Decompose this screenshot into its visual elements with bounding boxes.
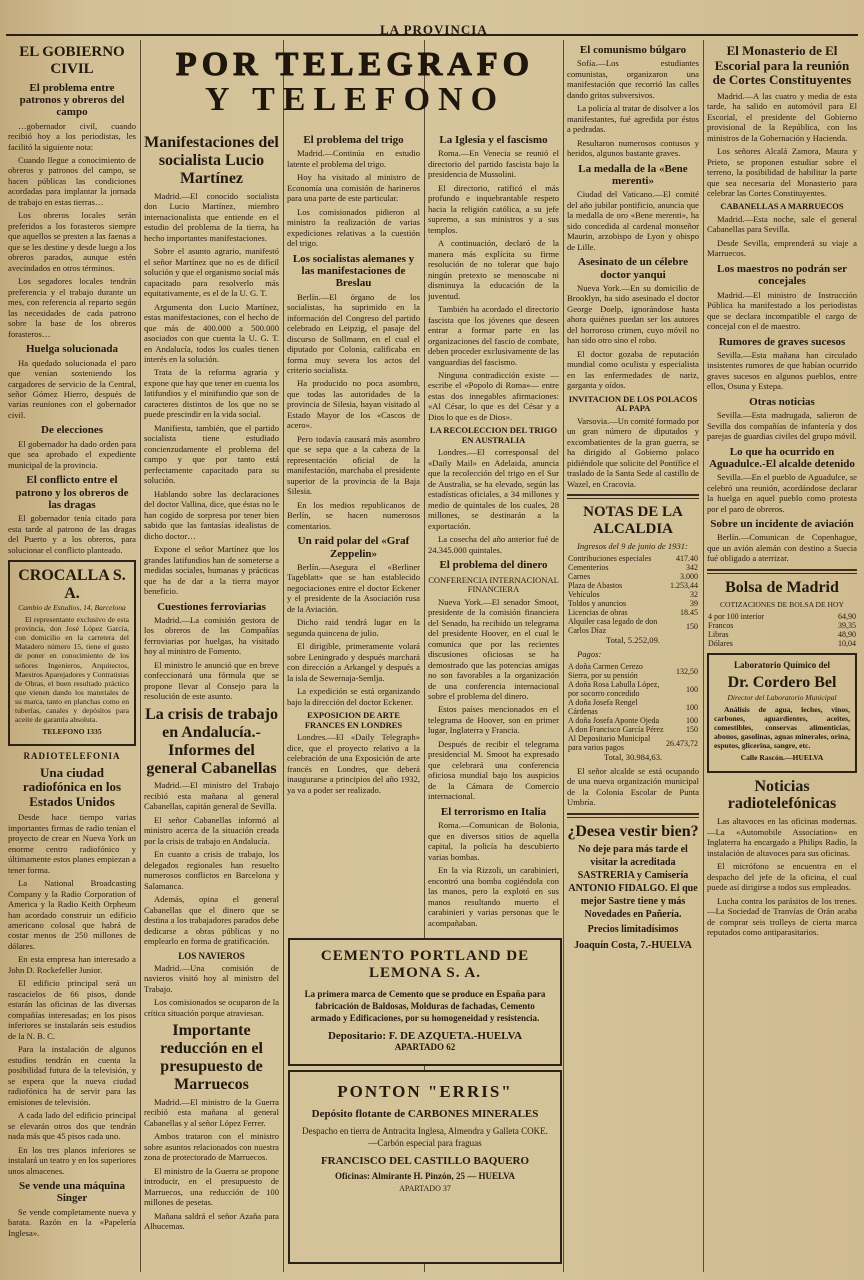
row-label: Dólares bbox=[708, 638, 733, 648]
row-value: 132,50 bbox=[676, 666, 698, 676]
advert-phone: TELEFONO 1335 bbox=[42, 727, 102, 737]
article-title: LA RECOLECCION DEL TRIGO EN AUSTRALIA bbox=[429, 425, 558, 445]
advert-crocalla bbox=[8, 560, 136, 746]
article-title: CABANELLAS A MARRUECOS bbox=[720, 201, 844, 212]
paragraph: Madrid.—El ministro del Trabajo recibió esta mañana al general Cabanellas, capitán general de Sevilla. bbox=[144, 780, 279, 812]
row-label: A doña Rosa Labulla López, por socorro concedido bbox=[568, 680, 660, 699]
row-label: A doña Carmen Cerezo Sierra, por su pensión bbox=[568, 662, 643, 681]
article-title: La medalla de la «Bene merenti» bbox=[578, 162, 688, 187]
advert-title: PONTON "ERRIS" bbox=[337, 1082, 513, 1101]
paragraph: Madrid.—Continúa en estudio latente el problema del trigo. bbox=[287, 148, 420, 169]
article-title: El problema del dinero bbox=[439, 559, 548, 572]
row-value: 39 bbox=[690, 599, 698, 609]
row-label: Al Depositario Municipal para varios pagos bbox=[568, 734, 651, 753]
paragraph: Berlín.—Asegura el «Berliner Tageblatt» que se han establecido negociaciones entre el doctor Eckener y el presidente de la Asociación rusa de la Aviación. bbox=[287, 561, 420, 614]
column-rule bbox=[283, 40, 284, 1272]
advert-address: Calle Rascón.—HUELVA bbox=[740, 753, 824, 763]
paragraph: Madrid.—La comisión gestora de los obreros de las Compañías ferroviarias por huelgas, ha visitado hoy al ministro de Fomento. bbox=[144, 614, 279, 657]
paragraph: Estos países mencionados en el telegrama de Hoover, son en primer lugar, Inglaterra y Francia. bbox=[428, 704, 559, 736]
article-title: LOS NAVIEROS bbox=[178, 950, 245, 961]
advert-address: Joaquín Costa, 7.-HUELVA bbox=[574, 939, 692, 951]
paragraph: La policía al tratar de disolver a los manifestantes, fué agredida por éstos a pedradas. bbox=[567, 103, 699, 135]
paragraph: Manifiesta, también, que el partido socialista tiene estudiado concienzudamente el problema del campo y que por tanto está perfectamente capacitado para su solución. bbox=[144, 422, 279, 486]
pagos-label: Pagos: bbox=[577, 648, 602, 659]
row-label: Plaza de Abastos bbox=[568, 581, 623, 591]
advert-title: Laboratorio Químico del bbox=[734, 659, 830, 670]
paragraph: Mañana saldrá el señor Azaña para Alhucemas. bbox=[144, 1210, 279, 1232]
row-label: Alquiler casa legado de don Carlos Díaz bbox=[568, 617, 658, 636]
total-pagos: Total, 30.984,63. bbox=[603, 752, 663, 763]
table-row bbox=[567, 716, 699, 725]
column-rule bbox=[140, 40, 141, 1272]
article-title: De elecciones bbox=[41, 424, 103, 437]
row-label: Vehículos bbox=[568, 590, 600, 600]
masthead-line-2: Y TELEFONO bbox=[204, 81, 506, 118]
paragraph: Ninguna contradicción existe —escribe el «Popolo di Roma»— entre estas dos innegables afirmaciones: «Al César, lo que es del César y a Dios lo que es de Dios». bbox=[428, 370, 559, 422]
row-label: Francos bbox=[708, 620, 734, 630]
paragraph: Después de recibir el telegrama presidencial M. Smoot ha expresado que celebrará una conferencia oficiosa mundial bajo los auspicios de la Cámara de Comercio internacional. bbox=[428, 738, 559, 802]
paragraph: Ha producido no poca asombro, que todas las autoridades de la provincia de Silesia, hayan visitado al Estado Mayor de los «Cascos de acero». bbox=[287, 378, 420, 431]
column-5 bbox=[567, 40, 699, 1272]
column-2 bbox=[144, 130, 279, 1272]
paragraph: El doctor gozaba de reputación mundial como oculista y especialista en las enfermedades de nariz, garganta y oídos. bbox=[567, 348, 699, 391]
article-title: Sobre un incidente de aviación bbox=[710, 518, 854, 531]
paragraph: Madrid.—Esta noche, sale el general Cabanellas para Sevilla. bbox=[707, 214, 857, 235]
row-value: 48,90 bbox=[838, 629, 856, 639]
paragraph: Lucha contra los parásitos de los trenes.—La Sociedad de Tranvías de Orán acaba de comprar seis trolleys de cierta marca reputados como antiparasitarios. bbox=[707, 895, 857, 938]
paragraph: La National Broadcasting Company y la Radio Corporation of America y la Radio Keith Orpheum han acordado construir un edificio americano colosal que habrá de costar menos de 250 millones de dólares. bbox=[8, 878, 136, 951]
table-row bbox=[567, 725, 699, 734]
column-3 bbox=[287, 130, 420, 930]
row-value: 417.40 bbox=[676, 554, 698, 564]
article-title: Manifestaciones del socialista Lucio Martínez bbox=[144, 134, 279, 187]
pagos-table bbox=[567, 662, 699, 752]
paragraph: Los señores Alcalá Zamora, Maura y Prieto, se proponen estudiar sobre el terreno, la posibilidad de habilitar la parte que sea necesaria del Monasterio para celebrar las Cortes Constituyentes. bbox=[707, 146, 857, 198]
paragraph: Pero todavía causará más asombro que se sepa que a la cabeza de la representación oficial de la manifestación, marchaba el presidente superior de la provincia de la Baja Silesia. bbox=[287, 433, 420, 497]
paragraph: Berlín.—El órgano de los socialistas, ha suprimido en la información del Congreso del partido celebrado en Leipzig, el pasaje del discurso de Sollmann, en el cual el diputado por Colonia, calificaba en forma muy severa los actos del criterio socialista. bbox=[287, 291, 420, 375]
article-title: Un raid polar del «Graf Zeppelin» bbox=[297, 535, 410, 560]
advert-subtitle: Depósito flotante de CARBONES MINERALES bbox=[311, 1108, 539, 1120]
paragraph: Ciudad del Vaticano.—El comité del año jubilar pontificio, anuncia que la medalla de oro «Bene merenti», ha sido concedida al cardenal monseñor Maurin, arzobispo de Lyon y obispo de Lille. bbox=[567, 189, 699, 252]
paragraph: Londres.—El «Daily Telegraph» dice, que el proyecto relativo a la celebración de una Exposición de arte francés en Londres, que deberá inaugurarse a principios del año 1932, ya va a poder ser realizado. bbox=[287, 732, 420, 795]
paragraph: Además, opina el general Cabanellas que el dinero que se destina a los trabajadores parados debe dedicarse a obras públicas y no emplearlo en forma de gratificación. bbox=[144, 894, 279, 947]
divider bbox=[707, 569, 857, 574]
row-label: Carnes bbox=[568, 572, 591, 582]
row-value: 32 bbox=[690, 590, 698, 600]
paragraph: Argumenta don Lucio Martínez, estas manifestaciones, con el hecho de que más de 400.000 a 500.000 asociados con que cuenta la U. G. T. en Andalucía, todos los cuales tienen interés en la solución. bbox=[144, 301, 279, 364]
table-row bbox=[567, 617, 699, 635]
table-row bbox=[567, 590, 699, 599]
paragraph: Resultaron numerosos contusos y heridos, algunos bastante graves. bbox=[567, 137, 699, 159]
paragraph: Desde hace tiempo varias importantes firmas de radio tenían el proyecto de crear en Nueva York un enorme centro radiofónico y últimamente estos planes empiezan a tener forma. bbox=[8, 812, 136, 875]
paragraph: Berlín.—Comunican de Copenhague, que un avión alemán con destino a Suecia fué obligado a aterrizar. bbox=[707, 532, 857, 564]
table-row bbox=[707, 630, 857, 639]
table-row bbox=[567, 599, 699, 608]
advert-depositary: Depositario: F. DE AZQUETA.-HUELVA bbox=[327, 1030, 523, 1043]
paragraph: Hablando sobre las declaraciones del doctor Vallina, dice, que éstas no le han cogido de sorpresa por tener bien sabido que las fantasías idealistas de dicho doctor… bbox=[144, 488, 279, 541]
article-title: Rumores de graves sucesos bbox=[718, 335, 846, 348]
paragraph: Ha quedado solucionada el paro que venían sosteniendo los cargadores de servicio de la Central, señor Gómez Hierro, después de varias reuniones con el gobernador civil. bbox=[8, 357, 136, 420]
ingresos-table bbox=[567, 554, 699, 635]
paragraph: Los obreros locales serán preferidos a los forasteros siempre que aquellos se presten a las faenas a que se les destine y desde luego a los obreros parados, aunque estén avecindados en otros términos. bbox=[8, 210, 136, 273]
advert-apartado: APARTADO 62 bbox=[394, 1042, 456, 1053]
paragraph: Sobre el asunto agrario, manifestó el señor Martínez que no es de difícil solución y que el organismo social más capacitado para resolverlo más equitativamente, es el de la U. G. T. bbox=[144, 246, 279, 299]
table-row bbox=[567, 662, 699, 680]
table-row bbox=[707, 621, 857, 630]
article-title: El comunismo búlgaro bbox=[579, 44, 687, 56]
row-value: 26.473,72 bbox=[666, 738, 698, 748]
table-row bbox=[567, 734, 699, 752]
article-title: La crisis de trabajo en Andalucía.-Informes del general Cabanellas bbox=[145, 705, 278, 777]
article-title: Los socialistas alemanes y las manifestaciones de Breslau bbox=[292, 252, 415, 290]
article-title: El problema entre patronos y obreros del campo bbox=[19, 81, 125, 119]
article-title: Se vende una máquina Singer bbox=[18, 1180, 126, 1205]
advert-title: CEMENTO PORTLAND DE LEMONA S. A. bbox=[320, 948, 530, 981]
row-value: 100 bbox=[686, 702, 698, 712]
paragraph: Ambos trataron con el ministro sobre asuntos relacionados con nuestra zona de protectorado de Marruecos. bbox=[144, 1131, 279, 1163]
paragraph: En cuanto a crisis de trabajo, los delegados regionales han resuelto numerosos conflictos en Barcelona y Salamanca. bbox=[144, 849, 279, 891]
paragraph: Sevilla.—Esta mañana han circulado insistentes rumores de que habían ocurrido graves sucesos en algunos pueblos, entre ellos, Osuna y Estepa. bbox=[707, 349, 857, 392]
article-title: El problema del trigo bbox=[303, 134, 404, 146]
row-label: Licencias de obras bbox=[568, 608, 628, 618]
article-title: Lo que ha ocurrido en Aguadulce.-El alcalde detenido bbox=[709, 445, 855, 470]
row-label: Toldos y anuncios bbox=[568, 599, 627, 609]
paragraph: …gobernador civil, cuando recibió hoy a los periodistas, les facilitó la siguiente nota: bbox=[8, 120, 136, 152]
row-label: 4 por 100 interior bbox=[708, 611, 765, 621]
article-title: Cuestiones ferroviarias bbox=[157, 600, 266, 613]
paragraph: La cosecha del año anterior fué de 24.345.000 quintales. bbox=[428, 534, 559, 555]
article-title: Los maestros no podrán ser concejales bbox=[717, 262, 847, 288]
paragraph: El ministro de la Guerra se propone introducir, en el presupuesto de Marruecos, una reducción de 100 millones de pesetas. bbox=[144, 1165, 279, 1208]
section-masthead bbox=[145, 48, 565, 118]
advert-subtitle: Director del Laboratorio Municipal bbox=[727, 692, 837, 702]
row-label: A doña Josefa Aponte Ojeda bbox=[568, 716, 660, 726]
article-title: Noticias radiotelefónicas bbox=[727, 777, 837, 813]
row-value: 150 bbox=[686, 725, 698, 735]
advert-sastreria bbox=[567, 823, 699, 952]
paragraph: Expone el señor Martínez que los grandes latifundios han de someterse a medidas sociales, humanas y prácticas que ha de dar a la tierra mayor beneficio. bbox=[144, 544, 279, 597]
advert-address: Oficinas: Almirante H. Pinzón, 25 — HUELVA bbox=[334, 1171, 515, 1182]
article-title: Huelga solucionada bbox=[26, 343, 118, 356]
paragraph: Varsovia.—Un comité formado por un gran número de diputados y excombatientes de la gran guerra, se ha dirigido al Gobierno polaco pidiéndole que solicite del Pontífice el traslado de la Santa Sede al castillo de Wazel, en Cracovia. bbox=[567, 415, 699, 489]
column-4 bbox=[428, 130, 559, 930]
paragraph: El gobernador ha dado orden para que sea aprobado el expediente municipal de la provincia. bbox=[8, 438, 136, 470]
advert-name: FRANCISCO DEL CASTILLO BAQUERO bbox=[320, 1155, 530, 1168]
row-value: 39,35 bbox=[838, 620, 856, 630]
advert-text: Despacho en tierra de Antracita Inglesa, Almendra y Galleta COKE.—Carbón especial para fraguas bbox=[302, 1126, 548, 1148]
paragraph: Madrid.—El conocido socialista don Lucio Martínez, miembro internacionalista que entiende en el estudio del problema de la tierra, ha hecho importantes manifestaciones. bbox=[144, 190, 279, 243]
article-title: Una ciudad radiofónica en los Estados Unidos bbox=[22, 764, 122, 809]
newspaper-name: LA PROVINCIA bbox=[380, 22, 488, 37]
section-heading: EL GOBIERNO CIVIL bbox=[19, 44, 125, 77]
divider bbox=[567, 813, 699, 818]
paragraph: Cuando llegue a conocimiento de obreros y patronos del campo, se hacen públicas las condiciones acordadas para implantar la jornada de trabajo en estas tierras… bbox=[8, 154, 136, 207]
advert-text: No deje para más tarde el visitar la acreditada SASTRERIA y Camisería ANTONIO FIDALGO. El que mejor Sastre tiene y más Novedades en Pañería. bbox=[568, 844, 698, 921]
row-value: 100 bbox=[686, 684, 698, 694]
paragraph: El micrófono se encuentra en el despacho del jefe de la oficina, el cual puede así dirigirse a todos sus empleados. bbox=[707, 861, 857, 893]
row-value: 100 bbox=[686, 716, 698, 726]
row-label: Contribuciones especiales bbox=[568, 554, 652, 564]
table-row bbox=[567, 563, 699, 572]
paragraph: El señor Cabanellas informó al ministro acerca de la situación creada por la crisis de trabajo en Andalucía. bbox=[144, 814, 279, 846]
paragraph: El señor alcalde se está ocupando de una nueva organización municipal de la Colonia Escolar de Punta Umbría. bbox=[567, 765, 699, 808]
article-subtitle: CONFERENCIA INTERNACIONAL FINANCIERA bbox=[428, 574, 559, 595]
paragraph: Los segadores locales tendrán preferencia y el trabajo durante un mes, con referencia al reparto según las necesidades de cada patrono sobre la base de los obreros forasteros… bbox=[8, 276, 136, 339]
advert-name: Dr. Cordero Bel bbox=[727, 673, 837, 691]
paragraph: El ministro le anunció que en breve confeccionará una fórmula que se propone llevar al Consejo para la resolución de este asunto. bbox=[144, 659, 279, 702]
table-row bbox=[707, 639, 857, 648]
row-value: 342 bbox=[686, 563, 698, 573]
masthead-line-1: POR TELEGRAFO bbox=[175, 46, 535, 83]
paragraph: Para la instalación de algunos estudios tendrán en cuenta la posibilidad futura de la televisión, y se espera que la nueva ciudad radiofónica ha de servir para las emisiones de televisión. bbox=[8, 1044, 136, 1107]
paragraph: Londres.—El corresponsal del «Daily Mail» en Adelaida, anuncia que la recolección del trigo en el Sur de Australia, se ha elevado, según las estadísticas oficiales, a 34 millones y medio de quintales de los cuales, 28 millones, se destinarán a la exportación. bbox=[428, 447, 559, 531]
bolsa-table bbox=[707, 612, 857, 648]
paragraph: Sevilla.—En el pueblo de Aguadulce, se celebró una reunión, acordándose declarar la huelga en aquel pueblo como protesta por el paro de obreros. bbox=[707, 472, 857, 514]
advert-text: Análisis de agua, leches, vinos, carbones, aguardientes, aceites, comestibles, conservas alimenticias, abonos, gasolinas, aguas minerales, orina, esputos, glicerina, sangre, etc. bbox=[714, 704, 850, 751]
paragraph: Las altavoces en las oficinas modernas.—La «Automobile Association» en Inglaterra ha encargado a Philips Radio, la instalación de altavoces para sus oficinas. bbox=[707, 816, 857, 858]
paragraph: En esta empresa han interesado a John D. Rockefeller Junior. bbox=[8, 954, 136, 975]
section-heading: RADIOTELEFONIA bbox=[23, 751, 121, 762]
advert-text: El representante exclusivo de esta provincia, don José López García, con domicilio en la carretera del Matadero número 15, tiene el gusto de poner en conocimiento de los señores Ingenieros, Arquitectos, Maestros Aparejadores y Contratistas de Obras, el buen resultado práctico que vienen dando los materiales de su marca, tanto en planchas como en tuberías, canales y depósitos para aceite de garantía absoluta. bbox=[15, 615, 129, 725]
paragraph: En la vía Rizzoli, un carabinieri, encontró una bomba cogiéndola con las manos, pero la explotó en sus manos resultando muerto el carabinieri y varias personas que le acompañaban. bbox=[428, 865, 559, 928]
table-row bbox=[567, 698, 699, 716]
column-6 bbox=[707, 40, 857, 1272]
paragraph: Sevilla.—Esta madrugada, salieron de Sevilla dos compañías de infantería y dos parejas de guardias civiles del grupo móvil. bbox=[707, 410, 857, 442]
paragraph: La expedición se está organizando bajo la dirección del doctor Eckener. bbox=[287, 686, 420, 707]
advert-text: La primera marca de Cemento que se produce en España para fabricación de Baldosas, Molduras de fachadas, Cemento armado y Edificaciones, por su homogeneidad y resistencia. bbox=[304, 989, 546, 1024]
table-row bbox=[567, 680, 699, 698]
row-label: A don Francisco García Pérez bbox=[568, 725, 664, 735]
paragraph: Nueva York.—El senador Smoot, presidente de la comisión financiera del Senado, ha recibido un telegrama del presidente Hoover, en el cual le comunica que por las recientes discusiones oficiosas se ha demostrado que las potencias amigas no son favorables a la organización de una conferencia internacional sobre el problema del dinero. bbox=[428, 596, 559, 701]
column-rule bbox=[563, 40, 564, 1272]
table-row bbox=[567, 581, 699, 590]
paragraph: En los medios republicanos de Berlín, se hacen numerosos comentarios. bbox=[287, 499, 420, 531]
row-label: Cementerios bbox=[568, 563, 609, 573]
row-value: 10,04 bbox=[838, 638, 856, 648]
advert-cemento bbox=[288, 938, 562, 1066]
table-row bbox=[567, 572, 699, 581]
paragraph: En los tres planos inferiores se instalará un teatro y en los superiores unos almacenes. bbox=[8, 1144, 136, 1176]
paragraph: A cada lado del edificio principal se elevarán otros dos que tendrán nada más que 45 pisos cada uno. bbox=[8, 1110, 136, 1142]
advert-subtitle: Cambio de Estudios, 14, Barcelona bbox=[18, 602, 126, 612]
paragraph: El gobernador tenía citado para esta tarde al patrono de las dragas del Puerto y a los obreros, para solucionar el conflicto planteado. bbox=[8, 513, 136, 555]
paragraph: Roma.—Comunican de Bolonia, que en diversos sitios de aquella capital, la policía ha descubierto varias bombas. bbox=[428, 820, 559, 862]
article-title: NOTAS DE LA ALCALDIA bbox=[583, 504, 683, 537]
advert-prices: Precios limitadísimos bbox=[587, 924, 679, 936]
advert-title: ¿Desea vestir bien? bbox=[567, 822, 699, 840]
paragraph: Dicho raid tendrá lugar en la segunda quincena de julio. bbox=[287, 617, 420, 638]
paragraph: Roma.—En Venecia se reunió el directorio del partido fascista bajo la presidencia de Mussolini. bbox=[428, 148, 559, 180]
paragraph: Desde Sevilla, emprenderá su viaje a Marruecos. bbox=[707, 237, 857, 259]
table-row bbox=[567, 554, 699, 563]
bolsa-title: Bolsa de Madrid bbox=[725, 578, 839, 596]
paragraph: Los comisionados pidieron al ministro la realización de varias expediciones relativas a la cuestión del trigo. bbox=[287, 206, 420, 249]
paragraph: El directorio, ratificó el más profundo e inquebrantable respeto hacia la religión católica, a su jefe supremo, a sus ministros y a sus templos. bbox=[428, 182, 559, 235]
paragraph: El dirigible, primeramente volará sobre Leningrado y después marchará con dirección a Arkangel y después a la isla de Sewernaja-Semlja. bbox=[287, 641, 420, 683]
advert-laboratorio bbox=[707, 653, 857, 773]
article-title: EXPOSICION DE ARTE FRANCES EN LONDRES bbox=[304, 710, 403, 730]
advert-ponton bbox=[288, 1070, 562, 1264]
article-title: El Monasterio de El Escorial para la reunión de Cortes Constituyentes bbox=[712, 43, 852, 88]
paragraph: Ingresos del 9 de junio de 1931: bbox=[577, 540, 688, 551]
article-title: La Iglesia y el fascismo bbox=[439, 134, 548, 146]
paragraph: También ha acordado el directorio fascista que los jóvenes que deseen entrar a formar parte en las organizaciones del fascio de combate, deben proceder exclusivamente de las vanguardias del fascismo. bbox=[428, 304, 559, 367]
paragraph: Los comisionados se ocuparon de la crítica situación porque atraviesan. bbox=[144, 997, 279, 1018]
paragraph: Madrid.—El ministro de Instrucción Pública ha manifestado a los periodistas que se declara incompatible el cargo de concejal con el de maestro. bbox=[707, 289, 857, 332]
column-1 bbox=[8, 40, 136, 1272]
table-row bbox=[567, 608, 699, 617]
article-title: Asesinato de un célebre doctor yanqui bbox=[577, 256, 689, 281]
paragraph: Sofía.—Los estudiantes comunistas, organizaron una manifestación que recorrió las calles dando gritos subversivos. bbox=[567, 58, 699, 100]
paragraph: Hoy ha visitado al ministro de Economía una comisión de harineros para una parte de este particular. bbox=[287, 172, 420, 204]
row-label: A doña Josefa Rengel Cárdenas bbox=[568, 698, 638, 717]
divider bbox=[567, 494, 699, 499]
paragraph: Se vende completamente nueva y barata. Razón en la «Papelería Inglesa». bbox=[8, 1206, 136, 1238]
article-title: INVITACION DE LOS POLACOS AL PAPA bbox=[568, 393, 698, 414]
article-title: El terrorismo en Italia bbox=[440, 805, 547, 818]
row-value: 3.000 bbox=[680, 572, 698, 582]
row-value: 1.253,44 bbox=[670, 581, 698, 591]
row-value: 150 bbox=[686, 621, 698, 631]
paragraph: Nueva York.—En su domicilio de Brooklyn, ha sido asesinado el doctor George Doelp, ignorándose hasta ahora quiénes puedan ser los autores del horroroso crimen, cuyo móvil no han sido otro sino el robo. bbox=[567, 282, 699, 346]
paragraph: Madrid.—A las cuatro y media de esta tarde, ha salido en automóvil para El Escorial, el presidente del Gobierno provisional de la República, con los ministros de la Gobernación y Hacienda. bbox=[707, 90, 857, 143]
paragraph: Trata de la reforma agraria y expone que hay que tener en cuenta los latifundios y el minifundio que son de caracteres distintos de los que no se puede prescindir en la vida social. bbox=[144, 367, 279, 420]
total-ingresos: Total, 5.252,09. bbox=[605, 635, 661, 646]
paragraph: Madrid.—Una comisión de navieros visitó hoy al ministro del Trabajo. bbox=[144, 962, 279, 994]
row-value: 18.45 bbox=[680, 608, 698, 618]
bolsa-subtitle: COTIZACIONES DE BOLSA DE HOY bbox=[719, 599, 845, 609]
paragraph: A continuación, declaró de la manera más explícita su firme resolución de no tolerar que bajo ningún pretexto se menoscabe ni disminuya la educación de la juventud. bbox=[428, 238, 559, 301]
table-row bbox=[707, 612, 857, 621]
row-value: 64,90 bbox=[838, 611, 856, 621]
column-rule bbox=[703, 40, 704, 1272]
paragraph: Madrid.—El ministro de la Guerra recibió esta mañana al general Cabanellas y al señor López Ferrer. bbox=[144, 1096, 279, 1128]
advert-title: CROCALLA S. A. bbox=[18, 567, 126, 602]
paragraph: El edificio principal será un rascacielos de 66 pisos, donde estarán las oficinas de las diversas compañías interesadas; en los pisos inferiores se instalarán seis estudios de la N. B. C. bbox=[8, 978, 136, 1041]
article-title: Otras noticias bbox=[749, 395, 815, 408]
article-title: El conflicto entre el patrono y los obreros de las dragas bbox=[15, 474, 129, 511]
advert-apartado: APARTADO 37 bbox=[399, 1184, 451, 1194]
row-label: Libras bbox=[708, 629, 729, 639]
article-title: Importante reducción en el presupuesto de Marruecos bbox=[160, 1022, 263, 1093]
